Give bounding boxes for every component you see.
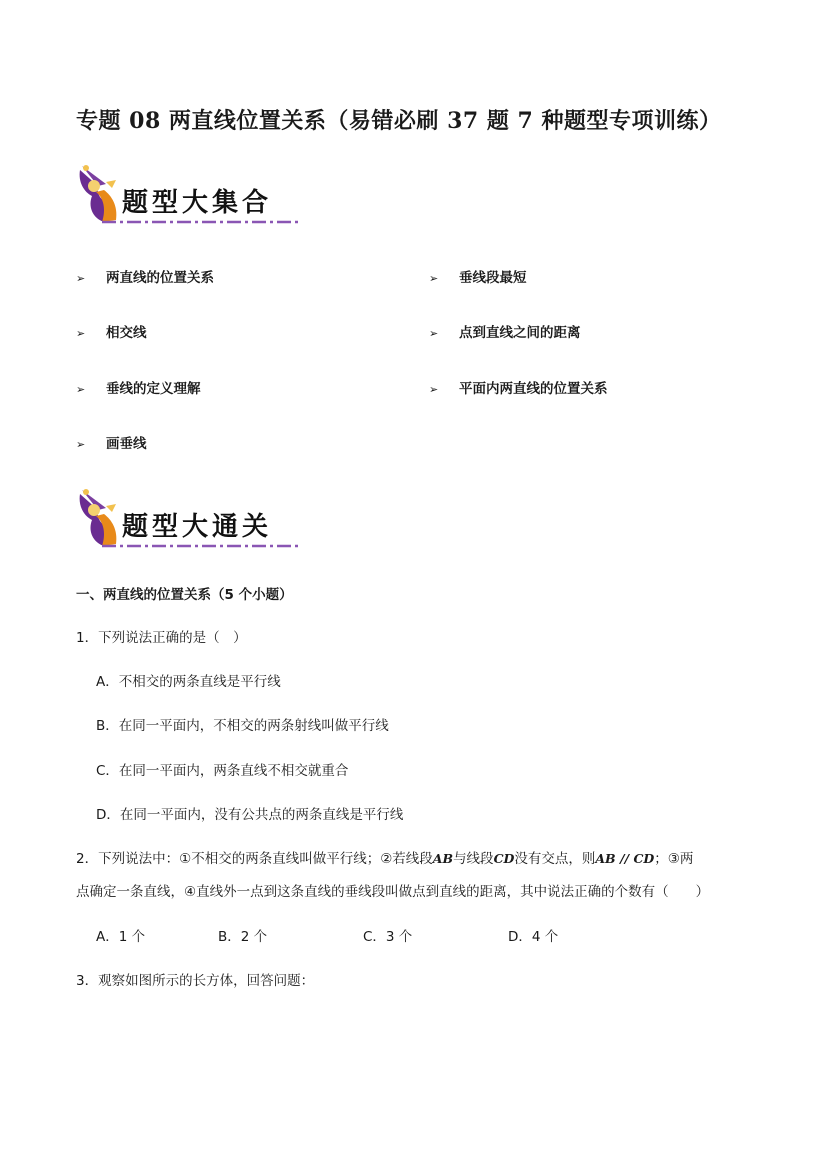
banner-title: 题型大集合 [122, 188, 273, 218]
question-2-stem-line1: 2．下列说法中：①不相交的两条直线叫做平行线；②若线段AB与线段CD没有交点，则AB // CD；③两 [76, 851, 694, 867]
segment-cd: CD [493, 851, 515, 866]
category-item: ➢ 相交线 [76, 325, 147, 341]
question-2-option-b: B．2 个 [218, 929, 268, 945]
question-1-option-d: D．在同一平面内，没有公共点的两条直线是平行线 [96, 807, 404, 823]
document-title: 专题 08 两直线位置关系（易错必刷 37 题 7 种题型专项训练） [76, 108, 722, 134]
category-item: ➢ 垂线段最短 [429, 270, 527, 286]
category-item: ➢ 垂线的定义理解 [76, 381, 201, 397]
bullet-arrow-icon: ➢ [429, 383, 439, 396]
category-item: ➢ 两直线的位置关系 [76, 270, 214, 286]
banner-question-practice [76, 486, 306, 552]
section-heading: 一、两直线的位置关系（5 个小题） [76, 587, 293, 603]
question-2-option-d: D．4 个 [508, 929, 559, 945]
question-1-stem: 1．下列说法正确的是（ ） [76, 630, 247, 646]
bullet-arrow-icon: ➢ [429, 272, 439, 285]
bullet-arrow-icon: ➢ [429, 327, 439, 340]
question-1-option-a: A．不相交的两条直线是平行线 [96, 674, 281, 690]
bullet-arrow-icon: ➢ [76, 327, 86, 340]
category-item: ➢ 点到直线之间的距离 [429, 325, 581, 341]
bullet-arrow-icon: ➢ [76, 272, 86, 285]
question-1-option-c: C．在同一平面内，两条直线不相交就重合 [96, 763, 349, 779]
question-2-option-a: A．1 个 [96, 929, 146, 945]
parallel-expression: AB // CD [595, 851, 655, 866]
question-3-stem: 3．观察如图所示的长方体，回答问题： [76, 973, 315, 989]
segment-ab: AB [432, 851, 454, 866]
question-1-option-b: B．在同一平面内，不相交的两条射线叫做平行线 [96, 718, 389, 734]
question-2-stem-line2: 点确定一条直线，④直线外一点到这条直线的垂线段叫做点到直线的距离，其中说法正确的个数有（ ） [76, 884, 710, 900]
bullet-arrow-icon: ➢ [76, 383, 86, 396]
question-2-option-c: C．3 个 [363, 929, 413, 945]
banner-title: 题型大通关 [122, 512, 273, 542]
banner-question-types [76, 162, 306, 228]
bullet-arrow-icon: ➢ [76, 438, 86, 451]
category-item: ➢ 画垂线 [76, 436, 147, 452]
category-item: ➢ 平面内两直线的位置关系 [429, 381, 608, 397]
